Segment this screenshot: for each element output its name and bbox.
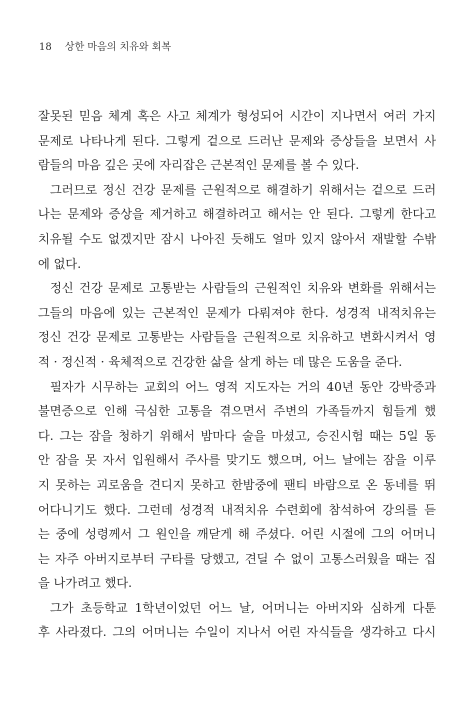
running-header xyxy=(39,38,171,53)
text-line: 그가 초등학교 1학년이었던 어느 날, 어머니는 아버지와 심하게 다툰 xyxy=(50,600,436,615)
text-line: 어다니기도 했다. 그런데 성경적 내적치유 수련회에 참석하여 강의를 듣 xyxy=(38,502,436,517)
paragraph-1 xyxy=(38,104,436,178)
paragraph-2 xyxy=(38,178,436,276)
text-line: 안 잠을 못 자서 입원해서 주사를 맞기도 했으며, 어느 날에는 잠을 이루 xyxy=(38,453,436,468)
text-line: 정신 건강 문제로 고통받는 사람들을 근원적으로 치유하고 변화시켜서 영 xyxy=(38,330,436,345)
text-line: 잘못된 믿음 체계 혹은 사고 체계가 형성되어 시간이 지나면서 여러 가지 xyxy=(38,109,436,123)
text-line: 치유될 수도 없겠지만 잠시 나아진 듯해도 얼마 있지 않아서 재발할 수밖 xyxy=(38,231,436,246)
text-line: 문제로 나타나게 된다. 그렇게 겉으로 드러난 문제와 증상들을 보면서 사 xyxy=(38,133,436,148)
text-line: 는 중에 성령께서 그 원인을 깨닫게 해 주셨다. 어린 시절에 그의 어머니 xyxy=(38,527,436,542)
text-line: 필자가 시무하는 교회의 어느 영적 지도자는 거의 40년 동안 강박증과 xyxy=(50,379,436,394)
text-line: 적 · 정신적 · 육체적으로 건강한 삶을 살게 하는 데 많은 도움을 준다. xyxy=(38,354,403,369)
running-title: 상한 마음의 치유와 회복 xyxy=(64,42,172,53)
text-line: 람들의 마음 깊은 곳에 자리잡은 근본적인 문제를 볼 수 있다. xyxy=(38,158,360,173)
text-line: 지 못하는 괴로움을 견디지 못하고 한밤중에 팬티 바람으로 온 동네를 뛰 xyxy=(38,477,436,492)
text-line: 후 사라졌다. 그의 어머니는 수일이 지나서 어린 자식들을 생각하고 다시 xyxy=(38,625,436,640)
text-line: 다. 그는 잠을 청하기 위해서 밤마다 술을 마셨고, 승진시험 때는 5일 동 xyxy=(38,428,436,443)
paragraph-5 xyxy=(38,596,436,645)
text-line: 그들의 마음에 있는 근본적인 문제가 다뤄져야 한다. 성경적 내적치유는 xyxy=(38,305,436,320)
paragraph-3 xyxy=(38,276,436,374)
text-line: 에 없다. xyxy=(38,256,82,271)
paragraph-4 xyxy=(38,375,436,596)
text-line: 는 자주 아버지로부터 구타를 당했고, 견딜 수 없이 고통스러웠을 때는 집 xyxy=(38,551,436,566)
text-line: 불면증으로 인해 극심한 고통을 겪으면서 주변의 가족들까지 힘들게 했 xyxy=(38,404,436,419)
text-line: 그러므로 정신 건강 문제를 근원적으로 해결하기 위해서는 겉으로 드러 xyxy=(50,182,436,197)
text-line: 나는 문제와 증상을 제거하고 해결하려고 해서는 안 된다. 그렇게 한다고 xyxy=(38,207,436,222)
body-text xyxy=(38,104,436,645)
text-line: 정신 건강 문제로 고통받는 사람들의 근원적인 치유와 변화를 위해서는 xyxy=(50,281,436,296)
page-number: 18 xyxy=(39,42,52,53)
text-line: 을 나가려고 했다. xyxy=(38,576,133,591)
